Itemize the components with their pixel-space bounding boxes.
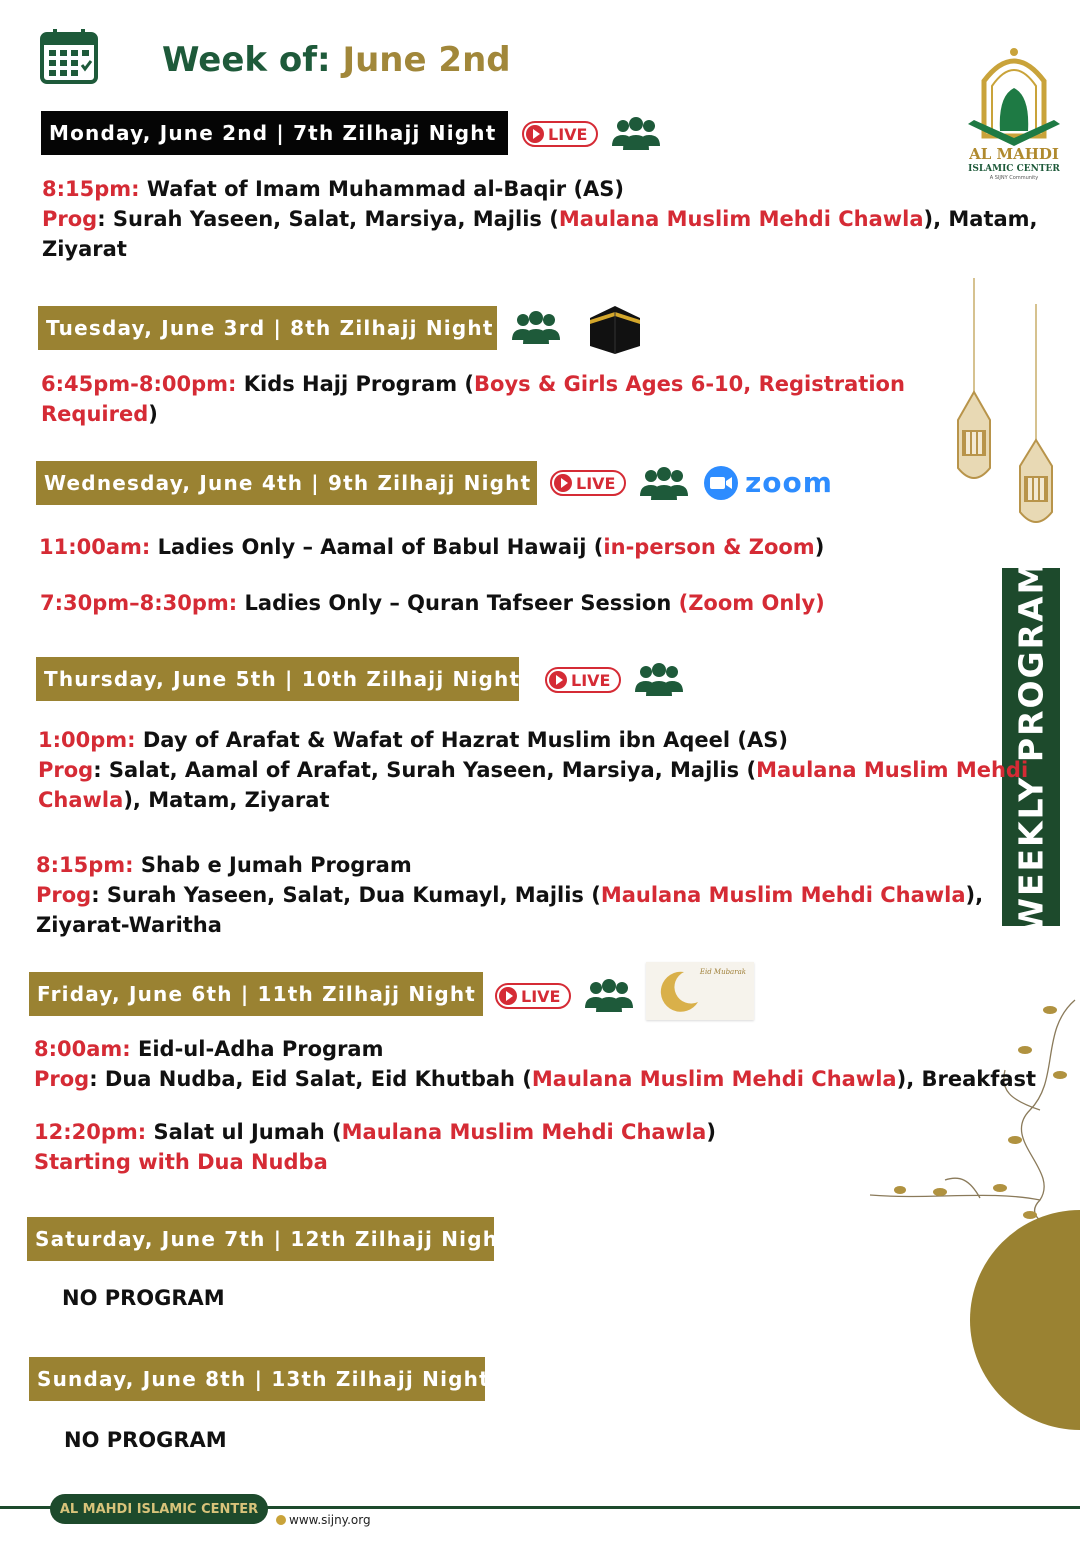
eid-card <box>646 962 754 1020</box>
event-line: 8:15pm: Shab e Jumah Program <box>36 853 412 877</box>
day-header-friday: Friday, June 6th | 11th Zilhajj Night <box>29 972 483 1016</box>
week-label: Week of: <box>162 40 331 80</box>
program-line: Prog: Surah Yaseen, Salat, Marsiya, Majlis (Maulana Muslim Mehdi Chawla), Matam, <box>42 207 1038 231</box>
live-badge: LIVE <box>550 470 626 496</box>
event-line: 8:15pm: Wafat of Imam Muhammad al-Baqir (AS) <box>42 177 625 201</box>
globe-icon <box>276 1515 286 1525</box>
crescent-moon-icon <box>654 968 702 1016</box>
event-line: 1:00pm: Day of Arafat & Wafat of Hazrat Muslim ibn Aqeel (AS) <box>38 728 788 752</box>
footer-brand: AL MAHDI ISLAMIC CENTER <box>50 1494 268 1524</box>
play-icon <box>526 125 544 143</box>
weekly-program-banner <box>1002 559 1060 935</box>
day-header-wednesday: Wednesday, June 4th | 9th Zilhajj Night <box>36 461 537 505</box>
day-header-thursday: Thursday, June 5th | 10th Zilhajj Night <box>36 657 519 701</box>
zoom-wordmark: zoom <box>745 466 833 499</box>
week-date: June 2nd <box>342 40 511 80</box>
group-icon <box>585 978 633 1012</box>
program-line: Prog: Salat, Aamal of Arafat, Surah Yaseen, Marsiya, Majlis (Maulana Muslim Mehdi <box>38 758 1029 782</box>
group-icon <box>635 662 683 696</box>
lantern-icon <box>958 278 990 478</box>
play-icon <box>554 474 572 492</box>
page-title <box>162 40 511 80</box>
event-line: 12:20pm: Salat ul Jumah (Maulana Muslim Mehdi Chawla) <box>34 1120 716 1144</box>
no-program-text: NO PROGRAM <box>64 1428 227 1452</box>
logo-mosque-icon <box>964 36 1064 146</box>
day-header-saturday: Saturday, June 7th | 12th Zilhajj Night <box>27 1217 494 1261</box>
program-line: Ziyarat <box>42 237 127 261</box>
event-line: 7:30pm–8:30pm: Ladies Only – Quran Tafseer Session (Zoom Only) <box>40 591 825 615</box>
event-line: 8:00am: Eid-ul-Adha Program <box>34 1037 384 1061</box>
zoom-logo-icon <box>703 466 739 500</box>
live-badge: LIVE <box>545 667 621 693</box>
kaaba-icon <box>588 304 642 354</box>
live-badge: LIVE <box>522 121 598 147</box>
weekly-program-label: WEEKLY PROGRAM <box>1011 559 1051 935</box>
play-icon <box>499 987 517 1005</box>
logo-sub: ISLAMIC CENTER <box>968 164 1060 174</box>
program-line: Prog: Surah Yaseen, Salat, Dua Kumayl, Majlis (Maulana Muslim Mehdi Chawla), <box>36 883 984 907</box>
leaf-ornament <box>894 1006 1067 1219</box>
gold-circle <box>970 1210 1080 1430</box>
event-line: 6:45pm-8:00pm: Kids Hajj Program (Boys & Girls Ages 6-10, Registration <box>41 372 905 396</box>
day-header-tuesday: Tuesday, June 3rd | 8th Zilhajj Night <box>38 306 497 350</box>
program-line: Ziyarat-Waritha <box>36 913 222 937</box>
lantern-icon <box>1020 304 1052 522</box>
calendar-icon <box>40 28 98 84</box>
play-icon <box>549 671 567 689</box>
group-icon <box>512 310 560 344</box>
program-line: Chawla), Matam, Ziyarat <box>38 788 330 812</box>
program-line: Prog: Dua Nudba, Eid Salat, Eid Khutbah (Maulana Muslim Mehdi Chawla), Breakfast <box>34 1067 1037 1091</box>
event-line: Required) <box>41 402 158 426</box>
vine-ornament <box>870 1000 1075 1240</box>
event-note: Starting with Dua Nudba <box>34 1150 328 1174</box>
group-icon <box>612 116 660 150</box>
day-header-monday: Monday, June 2nd | 7th Zilhajj Night <box>41 111 508 155</box>
event-line: 11:00am: Ladies Only – Aamal of Babul Hawaij (in-person & Zoom) <box>39 535 825 559</box>
eid-card-text: Eid Mubarak <box>699 968 746 976</box>
group-icon <box>640 466 688 500</box>
logo-tag: A SIJNY Community <box>989 175 1039 181</box>
no-program-text: NO PROGRAM <box>62 1286 225 1310</box>
logo-name: AL MAHDI <box>969 145 1059 163</box>
live-badge: LIVE <box>495 983 571 1009</box>
day-header-sunday: Sunday, June 8th | 13th Zilhajj Night <box>29 1357 485 1401</box>
website-link[interactable]: www.sijny.org <box>276 1513 371 1527</box>
